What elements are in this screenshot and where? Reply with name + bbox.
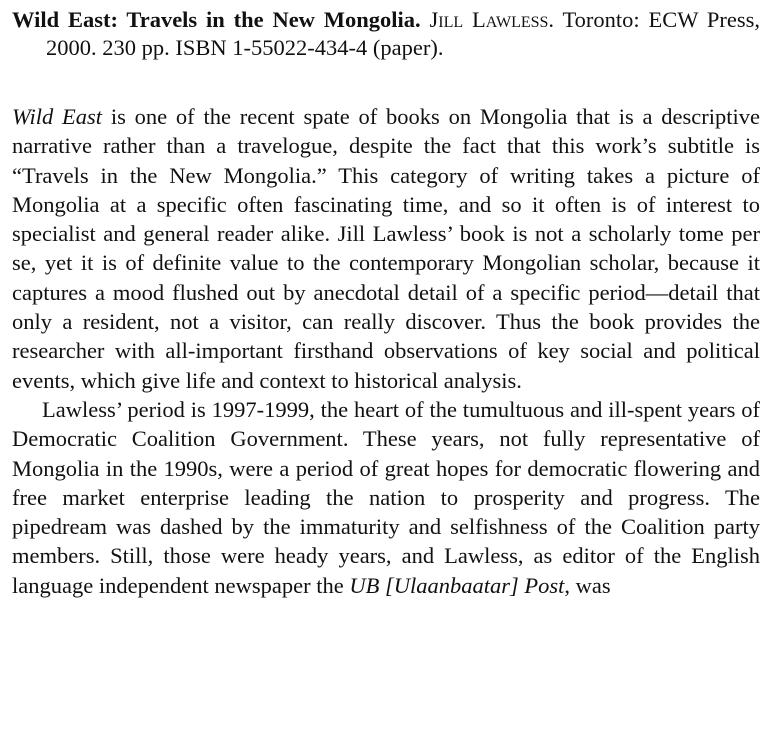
review-page (12, 6, 760, 600)
italic-newspaper-title: UB [Ulaanbaatar] Post (349, 572, 565, 598)
paragraph-2-text: Lawless’ period is 1997-1999, the heart of the tumultuous and ill-spent years of Democratic Coalition Government. These years, not fully representative of Mongolia in the 1990s, were a period of great hopes for democratic flowering and free market enterprise leading the nation to prosperity and progress. The pipedream was dashed by the immaturity and selfishness of the Coalition party members. Still, those were heady years, and Lawless, as editor of the English language independent newspaper the (12, 396, 760, 598)
review-paragraph-1 (12, 102, 760, 395)
review-paragraph-2 (12, 395, 760, 600)
paragraph-1-text: is one of the recent spate of books on Mongolia that is a descriptive narrative rather than a travelogue, despite the fact that this work’s subtitle is “Travels in the New Mongolia.” This category of writing takes a picture of Mongolia at a specific often fascinating time, and so it often is of interest to specialist and general reader alike. Jill Lawless’ book is not a scholarly tome per se, yet it is of definite value to the contemporary Mongolian scholar, because it captures a mood flushed out by anecdotal detail of a specific period—detail that only a resident, not a visitor, can really discover. Thus the book provides the researcher with all-important firsthand observations of key social and political events, which give life and context to historical analysis. (12, 104, 760, 393)
italic-book-title: Wild East (12, 104, 103, 129)
book-title: Wild East: Travels in the New Mongolia (12, 7, 416, 32)
publication-details: . Toronto: ECW Press, 2000. 230 pp. ISBN 1-55022-434-4 (paper). (46, 7, 761, 60)
book-author: Jill Lawless (429, 7, 549, 32)
book-citation (12, 6, 760, 62)
book-title-punctuation: . (415, 7, 421, 32)
paragraph-2-text-end: , was (564, 572, 611, 598)
